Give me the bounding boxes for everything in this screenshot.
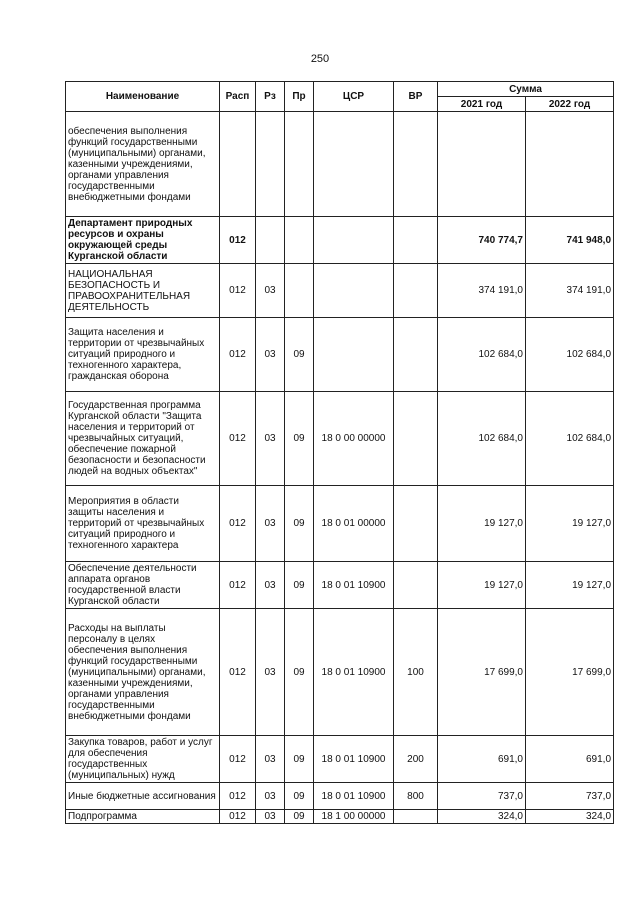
row-vr: 100 — [394, 609, 438, 736]
row-name: Мероприятия в области защиты населения и территорий от чрезвычайных ситуаций природного и техногенного характера — [66, 486, 220, 562]
row-pr: 09 — [285, 562, 314, 609]
table-row — [66, 318, 614, 392]
row-name: Департамент природных ресурсов и охраны окружающей среды Курганской области — [66, 217, 220, 264]
header-rasp: Расп — [220, 82, 256, 112]
row-rasp: 012 — [220, 810, 256, 824]
row-csr: 18 0 01 10900 — [314, 609, 394, 736]
header-2022: 2022 год — [526, 97, 614, 112]
row-csr — [314, 264, 394, 318]
table-row — [66, 562, 614, 609]
row-rz: 03 — [256, 486, 285, 562]
row-csr: 18 0 01 00000 — [314, 486, 394, 562]
row-rz: 03 — [256, 609, 285, 736]
row-csr — [314, 318, 394, 392]
row-name: Расходы на выплаты персоналу в целях обеспечения выполнения функций государственными (муниципальными) органами, казенными учреждениями, органами управления государственными внебюджетными фондами — [66, 609, 220, 736]
row-sum-2022: 374 191,0 — [526, 264, 614, 318]
row-name: Государственная программа Курганской области "Защита населения и территорий от чрезвычайных ситуаций, обеспечение пожарной безопасности и безопасности людей на водных объектах" — [66, 392, 220, 486]
row-sum-2021 — [438, 112, 526, 217]
header-vr: ВР — [394, 82, 438, 112]
row-rasp: 012 — [220, 609, 256, 736]
row-name: Защита населения и территории от чрезвычайных ситуаций природного и техногенного характера, гражданская оборона — [66, 318, 220, 392]
row-rz: 03 — [256, 264, 285, 318]
row-rasp: 012 — [220, 264, 256, 318]
row-sum-2021: 737,0 — [438, 783, 526, 810]
header-2021: 2021 год — [438, 97, 526, 112]
row-vr — [394, 217, 438, 264]
row-vr — [394, 486, 438, 562]
row-sum-2022: 17 699,0 — [526, 609, 614, 736]
row-vr — [394, 810, 438, 824]
row-sum-2021: 691,0 — [438, 736, 526, 783]
row-sum-2021: 17 699,0 — [438, 609, 526, 736]
row-csr: 18 0 00 00000 — [314, 392, 394, 486]
row-vr — [394, 318, 438, 392]
header-rz: Рз — [256, 82, 285, 112]
row-rz — [256, 112, 285, 217]
row-pr — [285, 112, 314, 217]
row-vr — [394, 112, 438, 217]
header-csr: ЦСР — [314, 82, 394, 112]
row-pr: 09 — [285, 609, 314, 736]
row-pr: 09 — [285, 318, 314, 392]
row-sum-2022: 691,0 — [526, 736, 614, 783]
header-name: Наименование — [66, 82, 220, 112]
table-row — [66, 609, 614, 736]
row-vr: 800 — [394, 783, 438, 810]
table-row — [66, 783, 614, 810]
row-rasp: 012 — [220, 318, 256, 392]
row-rz: 03 — [256, 736, 285, 783]
header-pr: Пр — [285, 82, 314, 112]
table-row — [66, 736, 614, 783]
row-sum-2022 — [526, 112, 614, 217]
page-number: 250 — [310, 53, 330, 65]
row-name: Закупка товаров, работ и услуг для обеспечения государственных (муниципальных) нужд — [66, 736, 220, 783]
row-rasp: 012 — [220, 783, 256, 810]
row-sum-2021: 19 127,0 — [438, 486, 526, 562]
row-pr: 09 — [285, 392, 314, 486]
row-sum-2022: 102 684,0 — [526, 318, 614, 392]
row-vr — [394, 264, 438, 318]
row-rasp: 012 — [220, 217, 256, 264]
table-body — [66, 112, 614, 824]
row-rz: 03 — [256, 392, 285, 486]
row-name: Иные бюджетные ассигнования — [66, 783, 220, 810]
row-name: Обеспечение деятельности аппарата органов государственной власти Курганской области — [66, 562, 220, 609]
row-rz: 03 — [256, 810, 285, 824]
row-pr: 09 — [285, 783, 314, 810]
row-vr — [394, 562, 438, 609]
row-csr: 18 0 01 10900 — [314, 783, 394, 810]
table-row — [66, 112, 614, 217]
header-sum: Сумма — [438, 82, 614, 97]
row-rz: 03 — [256, 783, 285, 810]
row-sum-2022: 324,0 — [526, 810, 614, 824]
row-pr: 09 — [285, 736, 314, 783]
row-csr — [314, 217, 394, 264]
row-rz — [256, 217, 285, 264]
row-pr — [285, 264, 314, 318]
row-sum-2021: 740 774,7 — [438, 217, 526, 264]
row-name: обеспечения выполнения функций государственными (муниципальными) органами, казенными учреждениями, органами управления государственными внебюджетными фондами — [66, 112, 220, 217]
row-sum-2021: 19 127,0 — [438, 562, 526, 609]
budget-table — [65, 81, 614, 824]
row-rasp: 012 — [220, 392, 256, 486]
row-pr — [285, 217, 314, 264]
row-sum-2021: 324,0 — [438, 810, 526, 824]
row-vr — [394, 392, 438, 486]
row-sum-2021: 102 684,0 — [438, 318, 526, 392]
row-csr: 18 1 00 00000 — [314, 810, 394, 824]
row-csr — [314, 112, 394, 217]
row-rasp: 012 — [220, 736, 256, 783]
row-csr: 18 0 01 10900 — [314, 562, 394, 609]
row-sum-2022: 741 948,0 — [526, 217, 614, 264]
row-sum-2021: 374 191,0 — [438, 264, 526, 318]
row-vr: 200 — [394, 736, 438, 783]
row-rz: 03 — [256, 318, 285, 392]
table-header — [66, 82, 614, 112]
row-rasp — [220, 112, 256, 217]
row-sum-2022: 19 127,0 — [526, 486, 614, 562]
table-row — [66, 810, 614, 824]
row-name: НАЦИОНАЛЬНАЯ БЕЗОПАСНОСТЬ И ПРАВООХРАНИТЕЛЬНАЯ ДЕЯТЕЛЬНОСТЬ — [66, 264, 220, 318]
row-pr: 09 — [285, 810, 314, 824]
row-sum-2022: 737,0 — [526, 783, 614, 810]
row-rasp: 012 — [220, 486, 256, 562]
table-row — [66, 392, 614, 486]
row-rasp: 012 — [220, 562, 256, 609]
table-row — [66, 264, 614, 318]
row-sum-2022: 102 684,0 — [526, 392, 614, 486]
row-name: Подпрограмма — [66, 810, 220, 824]
row-sum-2021: 102 684,0 — [438, 392, 526, 486]
row-csr: 18 0 01 10900 — [314, 736, 394, 783]
table-row — [66, 217, 614, 264]
row-sum-2022: 19 127,0 — [526, 562, 614, 609]
row-pr: 09 — [285, 486, 314, 562]
row-rz: 03 — [256, 562, 285, 609]
table-row — [66, 486, 614, 562]
